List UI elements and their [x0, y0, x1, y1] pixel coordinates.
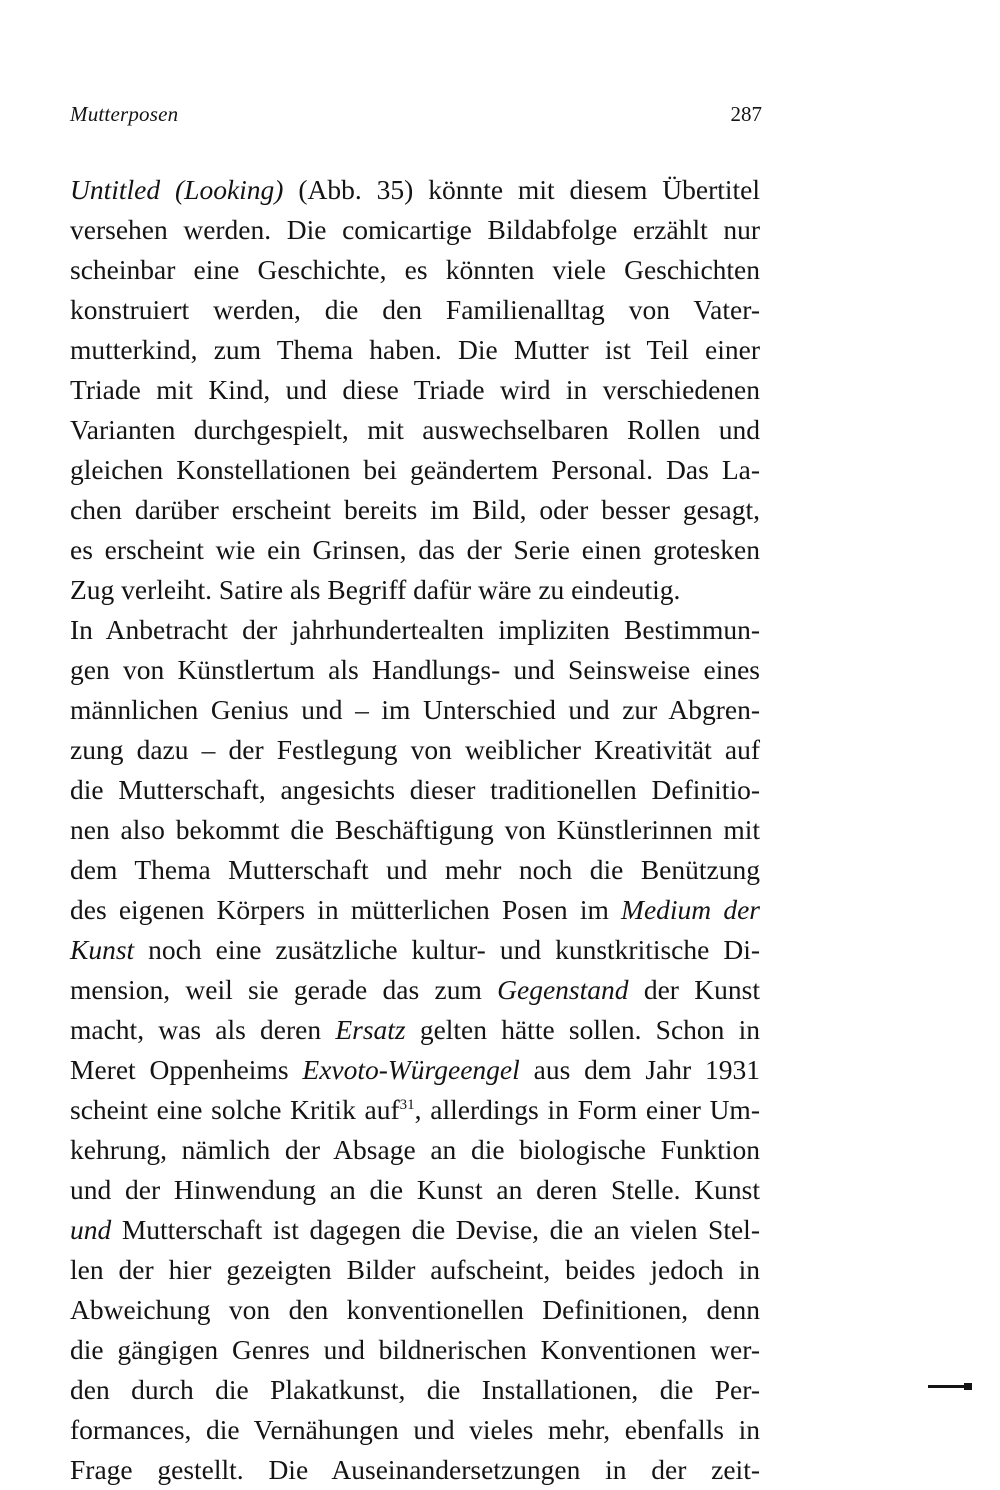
text-line [70, 1290, 760, 1330]
text-line [70, 1250, 760, 1290]
text-run: Frage gestellt. Die Auseinandersetzungen in der zeit- [70, 1454, 760, 1485]
text-run: len der hier gezeigten Bilder aufscheint, beides jedoch in [70, 1254, 760, 1285]
text-line [70, 250, 760, 290]
text-line [70, 410, 760, 450]
text-run: In Anbetracht der jahrhundertealten impliziten Bestimmun- [70, 614, 760, 645]
text-run: gen von Künstlertum als Handlungs- und Seinsweise eines [70, 654, 760, 685]
text-run: (Abb. 35) könnte mit diesem Übertitel [283, 174, 761, 205]
text-run: scheinbar eine Geschichte, es könnten viele Geschichten [70, 254, 760, 285]
footnote-ref: 31 [399, 1096, 415, 1113]
text-line [70, 1090, 760, 1130]
italic-run: Kunst [70, 934, 135, 965]
text-line [70, 570, 760, 610]
text-line [70, 1410, 760, 1450]
text-run: gelten hätte sollen. Schon in [405, 1014, 761, 1045]
text-line [70, 1050, 760, 1090]
text-line [70, 330, 760, 370]
text-run: gleichen Konstellationen bei geändertem Personal. Das La- [70, 454, 760, 485]
italic-run: Ersatz [335, 1014, 406, 1045]
text-line [70, 1330, 760, 1370]
italic-run: Gegenstand [497, 974, 629, 1005]
text-run: chen darüber erscheint bereits im Bild, oder besser gesagt, [70, 494, 760, 525]
text-run: dem Thema Mutterschaft und mehr noch die Benützung [70, 854, 760, 885]
body-text [70, 170, 760, 1490]
text-run: Abweichung von den konventionellen Definitionen, denn [70, 1294, 760, 1325]
text-run: die gängigen Genres und bildnerischen Konventionen wer- [70, 1334, 760, 1365]
text-run: es erscheint wie ein Grinsen, das der Serie einen grotesken [70, 534, 760, 565]
text-line [70, 1170, 760, 1210]
text-line [70, 730, 760, 770]
text-line [70, 610, 760, 650]
text-run: männlichen Genius und – im Unterschied und zur Abgren- [70, 694, 760, 725]
text-run: scheint eine solche Kritik auf [70, 1094, 400, 1125]
text-line [70, 970, 760, 1010]
running-title: Mutterposen [70, 102, 179, 126]
text-run: Meret Oppenheims [70, 1054, 303, 1085]
text-run: den durch die Plakatkunst, die Installationen, die Per- [70, 1374, 760, 1405]
text-line [70, 290, 760, 330]
text-line [70, 1130, 760, 1170]
text-line [70, 370, 760, 410]
text-run: Mutterschaft ist dagegen die Devise, die an vielen Stel- [111, 1214, 760, 1245]
italic-run: und [70, 1214, 112, 1245]
text-line [70, 1010, 760, 1050]
text-run: nen also bekommt die Beschäftigung von Künstlerinnen mit [70, 814, 760, 845]
text-run: noch eine zusätzliche kultur- und kunstkritische Di- [134, 934, 760, 965]
text-line [70, 530, 760, 570]
text-line [70, 650, 760, 690]
text-run: des eigenen Körpers in mütterlichen Posen im [70, 894, 622, 925]
text-line [70, 170, 760, 210]
text-line [70, 690, 760, 730]
text-run: kehrung, nämlich der Absage an die biologische Funktion [70, 1134, 760, 1165]
text-line [70, 770, 760, 810]
page-number: 287 [730, 102, 762, 126]
text-run: und der Hinwendung an die Kunst an deren Stelle. Kunst [70, 1174, 760, 1205]
text-run: Zug verleiht. Satire als Begriff dafür wäre zu eindeutig. [70, 574, 681, 605]
text-run: der Kunst [628, 974, 760, 1005]
italic-run: Medium der [621, 894, 760, 925]
text-run: mutterkind, zum Thema haben. Die Mutter ist Teil einer [70, 334, 760, 365]
text-run: Triade mit Kind, und diese Triade wird in verschiedenen [70, 374, 760, 405]
text-line [70, 850, 760, 890]
text-line [70, 1370, 760, 1410]
text-line [70, 490, 760, 530]
text-run: Varianten durchgespielt, mit auswechselbaren Rollen und [70, 414, 760, 445]
text-run: die Mutterschaft, angesichts dieser traditionellen Definitio- [70, 774, 760, 805]
text-run: aus dem Jahr 1931 [519, 1054, 760, 1085]
text-line [70, 1450, 760, 1490]
text-line [70, 1210, 760, 1250]
italic-run: Exvoto-Würgeengel [302, 1054, 520, 1085]
text-line [70, 930, 760, 970]
text-run: zung dazu – der Festlegung von weiblicher Kreativität auf [70, 734, 760, 765]
text-run: mension, weil sie gerade das zum [70, 974, 498, 1005]
text-run: , allerdings in Form einer Um- [414, 1094, 760, 1125]
text-line [70, 890, 760, 930]
text-line [70, 810, 760, 850]
text-run: versehen werden. Die comicartige Bildabfolge erzählt nur [70, 214, 760, 245]
text-run: konstruiert werden, die den Familienalltag von Vater- [70, 294, 760, 325]
text-line [70, 210, 760, 250]
page-edge-mark [928, 1385, 972, 1388]
text-run: formances, die Vernähungen und vieles mehr, ebenfalls in [70, 1414, 760, 1445]
text-line [70, 450, 760, 490]
italic-run: Untitled (Looking) [70, 174, 284, 205]
text-run: macht, was als deren [70, 1014, 336, 1045]
